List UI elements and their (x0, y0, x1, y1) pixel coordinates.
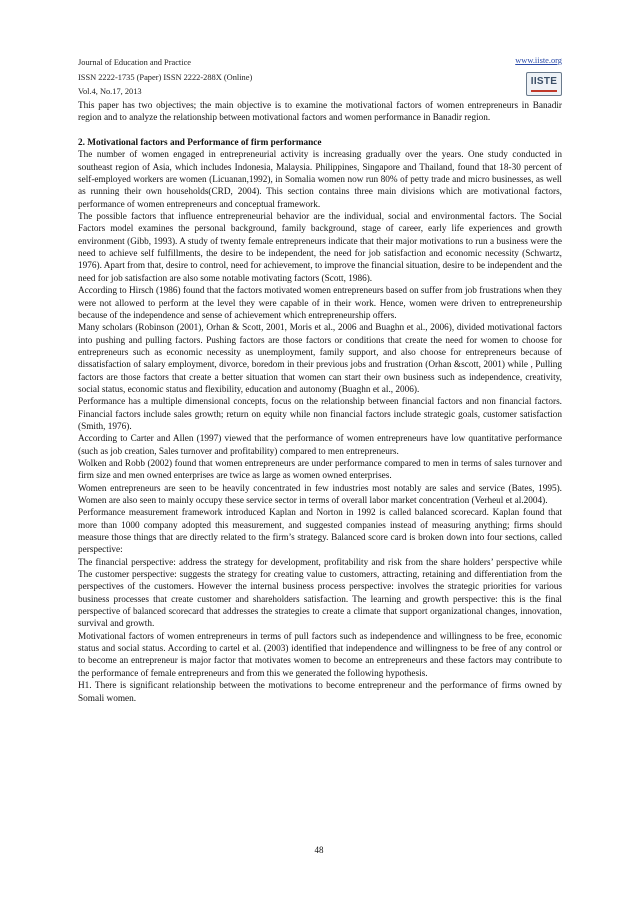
paragraph-9: Performance measurement framework introduced Kaplan and Norton in 1992 is called balanced scorecard. Kaplan found that more than 1000 company adopted this measurement, and suggested companies instead of measuring anything; firms should measure those things that are directly related to the firm’s strategy. Balanced score card is broken down into four sections, called perspective: (78, 508, 562, 556)
hypothesis-paragraph: H1. There is significant relationship between the motivations to become entrepreneur and the performance of firms owned by Somali women. (78, 681, 562, 704)
running-header (78, 56, 562, 104)
paragraph-11: Motivational factors of women entrepreneurs in terms of pull factors such as independence and willingness to be free, economic status and social status. According to cartel et al. (2003) identified that independence and willingness to be free of any control or to become an entrepreneur is major factor that motivates women to become an entrepreneurs and these factors may contribute to the performance of female entrepreneurs and from this we generated the following hypothesis. (78, 631, 562, 679)
logo-text: IISTE (530, 76, 558, 87)
paragraph-7: Wolken and Robb (2002) found that women entrepreneurs are under performance compared to men in terms of sales turnover and firm size and men owned enterprises are twice as large as women owned enterprises. (78, 458, 562, 482)
paragraph-5: Performance has a multiple dimensional concepts, focus on the relationship between financial factors and non financial factors. Financial factors include sales growth; return on equity while non financial factors include strategic goals, customer satisfaction (Smith, 1976). (78, 397, 562, 432)
paragraph-10: The financial perspective: address the strategy for development, profitability and risk from the share holders’ perspective while The customer perspective: suggests the strategy for creating value to customers, attracting, retaining and differentiation from the perspectives of the customers. However the internal business process perspective: involves the strategic priorities for various business processes that create customer and shareholders satisfaction. The learning and growth perspective: this is the final perspective of balanced scorecard that addresses the strategies to create a climate that support organizational changes, innovation, survival and growth. (78, 557, 562, 630)
article-body (78, 100, 562, 705)
journal-name: Journal of Education and Practice (78, 58, 192, 67)
paragraph-6: According to Carter and Allen (1997) viewed that the performance of women entrepreneurs have low quantitative performance (such as job creation, Sales turnover and profitability) compared to men entrepreneurs. (78, 434, 562, 457)
paragraph-8: Women entrepreneurs are seen to be heavily concentrated in few industries most notably are sales and service (Bates, 1995). Women are also seen to mainly occupy these service sector in terms of overall labor market concentration (Verheul et al.2004). (78, 483, 562, 506)
paragraph-2: The possible factors that influence entrepreneurial behavior are the individual, social and environmental factors. The Social Factors model examines the personal background, family background, stage of career, early life experiences and growth environment (Gibb, 1993). A study of twenty female entrepreneurs indicate that their major motivations to run a business were the need to achieve self fulfillments, the desire to be independent, the need for job satisfaction and economic necessity (Schwartz, 1976). Apart from that, desire to control, need for achievement, to improve the financial situation, desire to be independent and the need for job satisfaction are also some notable motivating factors (Scott, 1986). (78, 212, 562, 284)
intro-paragraph: This paper has two objectives; the main objective is to examine the motivational factors of women entrepreneurs in Banadir region and to analyze the relationship between motivational factors and women performance in Banadir region. (78, 101, 562, 124)
paragraph-4: Many scholars (Robinson (2001), Orhan & Scott, 2001, Moris et al., 2006 and Buaghn et al., 2006), divided motivational factors into pushing and pulling factors. Pushing factors are those factors or conditions that create the need for women to choose for entrepreneurs such as economic necessity as unemployment, family support, and also choose for entrepreneurs because of dissatisfaction of salary employment, divorce, boredom in their previous jobs and frustration (Orhan &scott, 2001) while , Pulling factors are those factors that create a better situation that women can start their own business such as independence, creativity, social status, economic status and flexibility, education and autonomy (Buaghn et al., 2006). (78, 323, 562, 395)
iiste-logo (526, 72, 562, 96)
page-number: 48 (314, 845, 324, 855)
section-heading: 2. Motivational factors and Performance of firm performance (78, 138, 322, 149)
volume-line: Vol.4, No.17, 2013 (78, 87, 142, 96)
paragraph-1: The number of women engaged in entrepreneurial activity is increasing gradually over the years. One study conducted in southeast region of Asia, which includes Indonesia, Malaysia. Philippines, Singapore and Thailand, found that 18-30 percent of self-employed workers are women (Licuanan,1992), in Somalia women now run 80% of petty trade and micro businesses, as well as running their own households(CRD, 2004). This section contains three main divisions which are motivational factors, performance of women entrepreneurs and conceptual framework. (78, 150, 562, 210)
paragraph-3: According to Hirsch (1986) found that the factors motivated women entrepreneurs based on suffer from job frustrations when they were not allowed to perform at the level they were capable of in their work. Hence, women were driven to entrepreneurship because of the independence and sense of achievement which entrepreneurship offers. (78, 286, 562, 321)
logo-accent-bar (531, 90, 557, 92)
issn-line: ISSN 2222-1735 (Paper) ISSN 2222-288X (Online) (78, 72, 253, 82)
journal-url-link[interactable]: www.iiste.org (515, 56, 562, 65)
